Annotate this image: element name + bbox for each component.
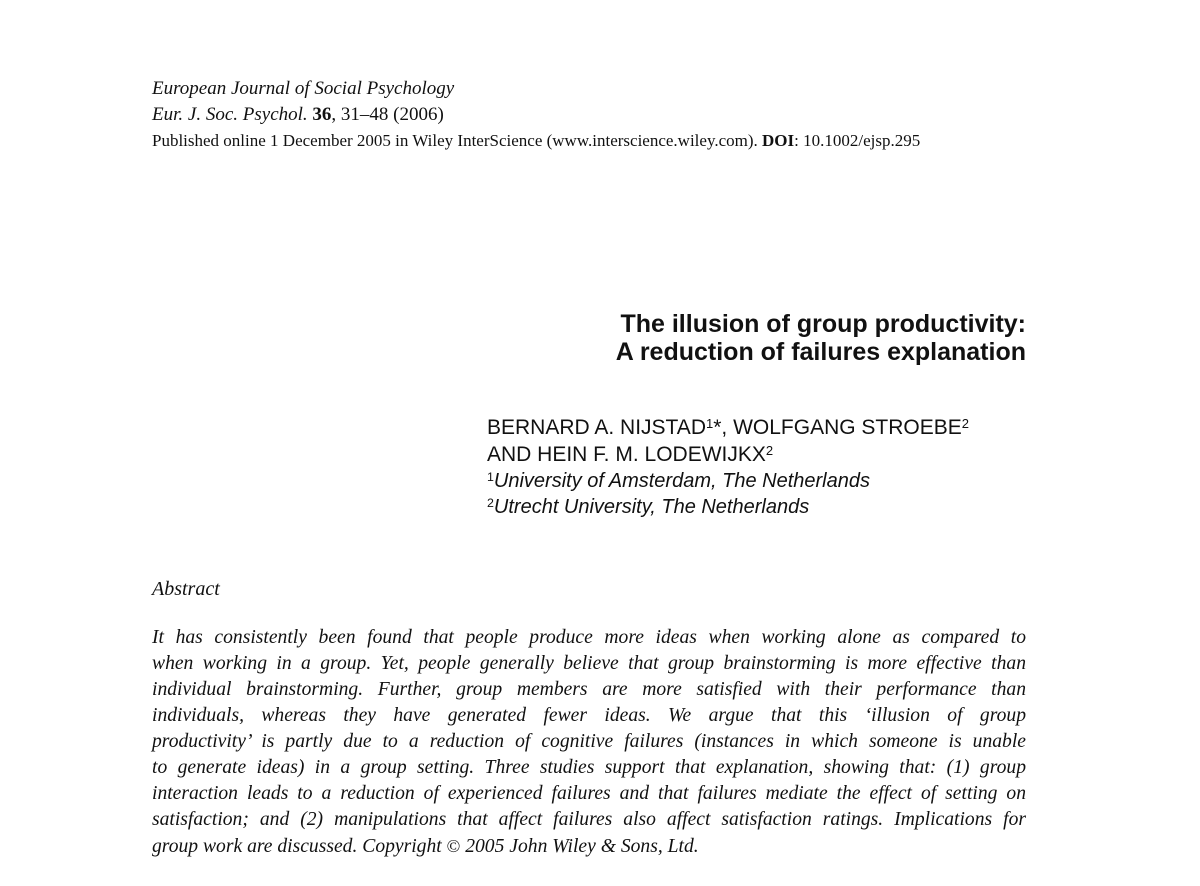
copyright-icon: ©	[446, 836, 461, 856]
title-line-2: A reduction of failures explanation	[615, 338, 1026, 366]
doi-label: DOI	[762, 131, 795, 150]
abstract-heading: Abstract	[152, 578, 220, 600]
journal-citation	[152, 102, 1052, 128]
published-text: Published online 1 December 2005 in Wiley InterScience (www.interscience.wiley.com).	[152, 131, 763, 150]
abstract-line: productivity’ is partly due to a reduction of cognitive failures (instances in which someone is unable	[152, 731, 1026, 752]
abstract-line: interaction leads to a reduction of experienced failures and that failures mediate the effect of setting on	[152, 783, 1026, 804]
affiliation-1	[487, 468, 1047, 494]
affiliation-marker: 1	[487, 470, 494, 485]
abstract-line: satisfaction; and (2) manipulations that affect failures also affect satisfaction ratings. Implications for	[152, 809, 1026, 830]
author-affiliation-marker: 2	[961, 416, 970, 432]
abstract-text	[152, 625, 1026, 860]
citation-abbrev: Eur. J. Soc. Psychol.	[152, 104, 308, 125]
title-line-1: The illusion of group productivity:	[620, 310, 1026, 338]
doi-value: : 10.1002/ejsp.295	[794, 131, 921, 150]
affiliation-text: University of Amsterdam, The Netherlands	[493, 470, 870, 492]
abstract-last-line	[152, 833, 1026, 860]
author-block	[487, 414, 1047, 520]
publication-info	[152, 130, 1052, 152]
abstract-line: individuals, whereas they have generated fewer ideas. We argue that this ‘illusion of group	[152, 705, 1026, 726]
author-affiliation-marker: 2	[765, 443, 774, 459]
citation-pages-year: , 31–48 (2006)	[331, 104, 444, 125]
abstract-line: to generate ideas) in a group setting. Three studies support that explanation, showing that: (1) group	[152, 757, 1026, 778]
citation-volume: 36	[312, 104, 332, 125]
abstract-line: individual brainstorming. Further, group members are more satisfied with their performance than	[152, 679, 1026, 700]
journal-header	[152, 76, 1052, 152]
affiliation-marker: 2	[487, 496, 494, 511]
abstract-line-start: group work are discussed. Copyright	[152, 836, 447, 857]
abstract-line: when working in a group. Yet, people generally believe that group brainstorming is more effective than	[152, 653, 1026, 674]
author-name: BERNARD A. NIJSTAD	[487, 416, 706, 439]
author-line-1	[487, 414, 1047, 441]
affiliation-text: Utrecht University, The Netherlands	[493, 496, 810, 518]
abstract-line-end: 2005 John Wiley & Sons, Ltd.	[460, 836, 699, 857]
author-name: WOLFGANG STROEBE	[733, 416, 962, 439]
abstract-line: It has consistently been found that people produce more ideas when working alone as compared to	[152, 627, 1026, 648]
author-affiliation-marker: 1	[705, 416, 714, 432]
article-title	[616, 310, 1026, 366]
corresponding-author-marker: *,	[713, 416, 734, 439]
journal-name: European Journal of Social Psychology	[152, 78, 455, 99]
affiliation-2	[487, 494, 1047, 520]
author-name: AND HEIN F. M. LODEWIJKX	[487, 443, 766, 466]
author-line-2	[487, 441, 1047, 468]
